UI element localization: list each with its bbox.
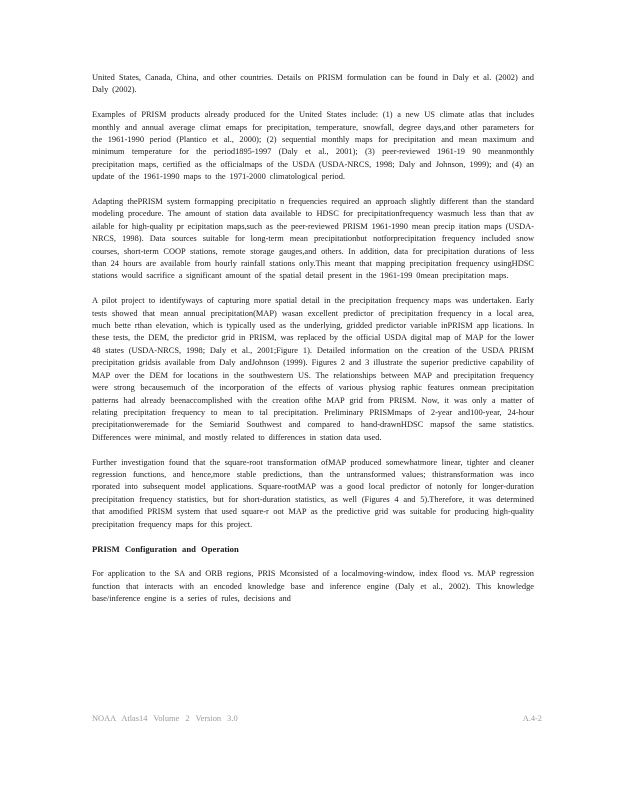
paragraph-5: Further investigation found that the square-root transformation ofMAP produced somewhatmore linear, tighter and cleaner regression functions, and hence,more stable predictions, than the untransformed values; thistransformation was inco rporated into subsequent model applications. Square-rootMAP was a good local predictor of notonly for longer-duration precipitation frequency statistics, but for short-duration statistics, as well (Figures 4 and 5).Therefore, it was determined that amodified PRISM system that used square-r oot MAP as the predictive grid was suitable for producing high-quality precipitation frequency maps for this project. [92,457,534,529]
paragraph-6: For application to the SA and ORB regions, PRIS Mconsisted of a localmoving-window, index flood vs. MAP regression function that interacts with an encoded knowledge base and inference engine (Daly et al., 2002). This knowledge base/inference engine is a series of rules, decisions and [92,569,534,603]
paragraph-1: United States, Canada, China, and other countries. Details on PRISM formulation can be found in Daly et al. (2002) and Daly (2002). [92,73,534,95]
page-footer [92,714,542,723]
footer-publication: NOAA Atlas14 Volume 2 Version 3.0 [92,714,238,723]
section-heading: PRISM Configuration and Operation [92,544,239,555]
page-number: A.4-2 [522,714,542,723]
paragraph-3: Adapting thePRISM system formapping precipitatio n frequencies required an approach slightly different than the standard modeling procedure. The amount of station data available to HDSC for precipitationfrequency wasmuch less than that av ailable for high-quality pr ecipitation maps,such as the peer-reviewed PRISM 1961-1990 mean precip itation maps (USDA-NRCS, 1998). Data sources suitable for long-term mean precipitationbut notforprecipitation frequency included snow courses, short-term COOP stations, remote storage gauges,and others. In addition, data for precipitation durations of less than 24 hours are available from hourly rainfall stations only.This meant that mapping precipitation frequency usingHDSC stations would sacrifice a significant amount of the spatial detail present in the 1961-199 0mean precipitation maps. [92,197,534,281]
body-text [92,72,534,618]
paragraph-4: A pilot project to identifyways of capturing more spatial detail in the precipitation frequency maps was undertaken. Early tests showed that mean annual precipitation(MAP) wasan excellent predictor of precipitation frequency in a local area, much bette rthan elevation, which is typically used as the underlying, gridded predictor variable inPRISM app lications. In these tests, the DEM, the predictor grid in PRISM, was replaced by the official USDA digital map of MAP for the lower 48 states (USDA-NRCS, 1998; Daly et al., 2001;Figure 1). Detailed information on the creation of the USDA PRISM precipitation gridsis available from Daly andJohnson (1999). Figures 2 and 3 illustrate the superior predictive capability of MAP over the DEM for locations in the southwestern US. The relationships between MAP and precipitation frequency were strong becausemuch of the incorporation of the effects of various physiog raphic features onmean precipitation patterns had already beenaccomplished with the creation ofthe MAP grid from PRISM. Now, it was only a matter of relating precipitation frequency to mean to tal precipitation. Preliminary PRISMmaps of 2-year and100-year, 24-hour precipitationweremade for the Semiarid Southwest and compared to hand-drawnHDSC mapsof the same statistics. Differences were minimal, and mostly related to differences in station data used. [92,296,534,442]
paragraph-2: Examples of PRISM products already produced for the United States include: (1) a new US climate atlas that includes monthly and annual average climat emaps for precipitation, temperature, snowfall, degree days,and other parameters for the 1961-1990 period (Plantico et al., 2000); (2) sequential monthly maps for precipitation and mean maximum and minimum temperature for the period1895-1997 (Daly et al., 2001); (3) peer-reviewed 1961-19 90 meanmonthly precipitation maps, certified as the officialmaps of the USDA (USDA-NRCS, 1998; Daly and Johnson, 1999); and (4) an update of the 1961-1990 maps to the 1971-2000 climatological period. [92,110,534,182]
